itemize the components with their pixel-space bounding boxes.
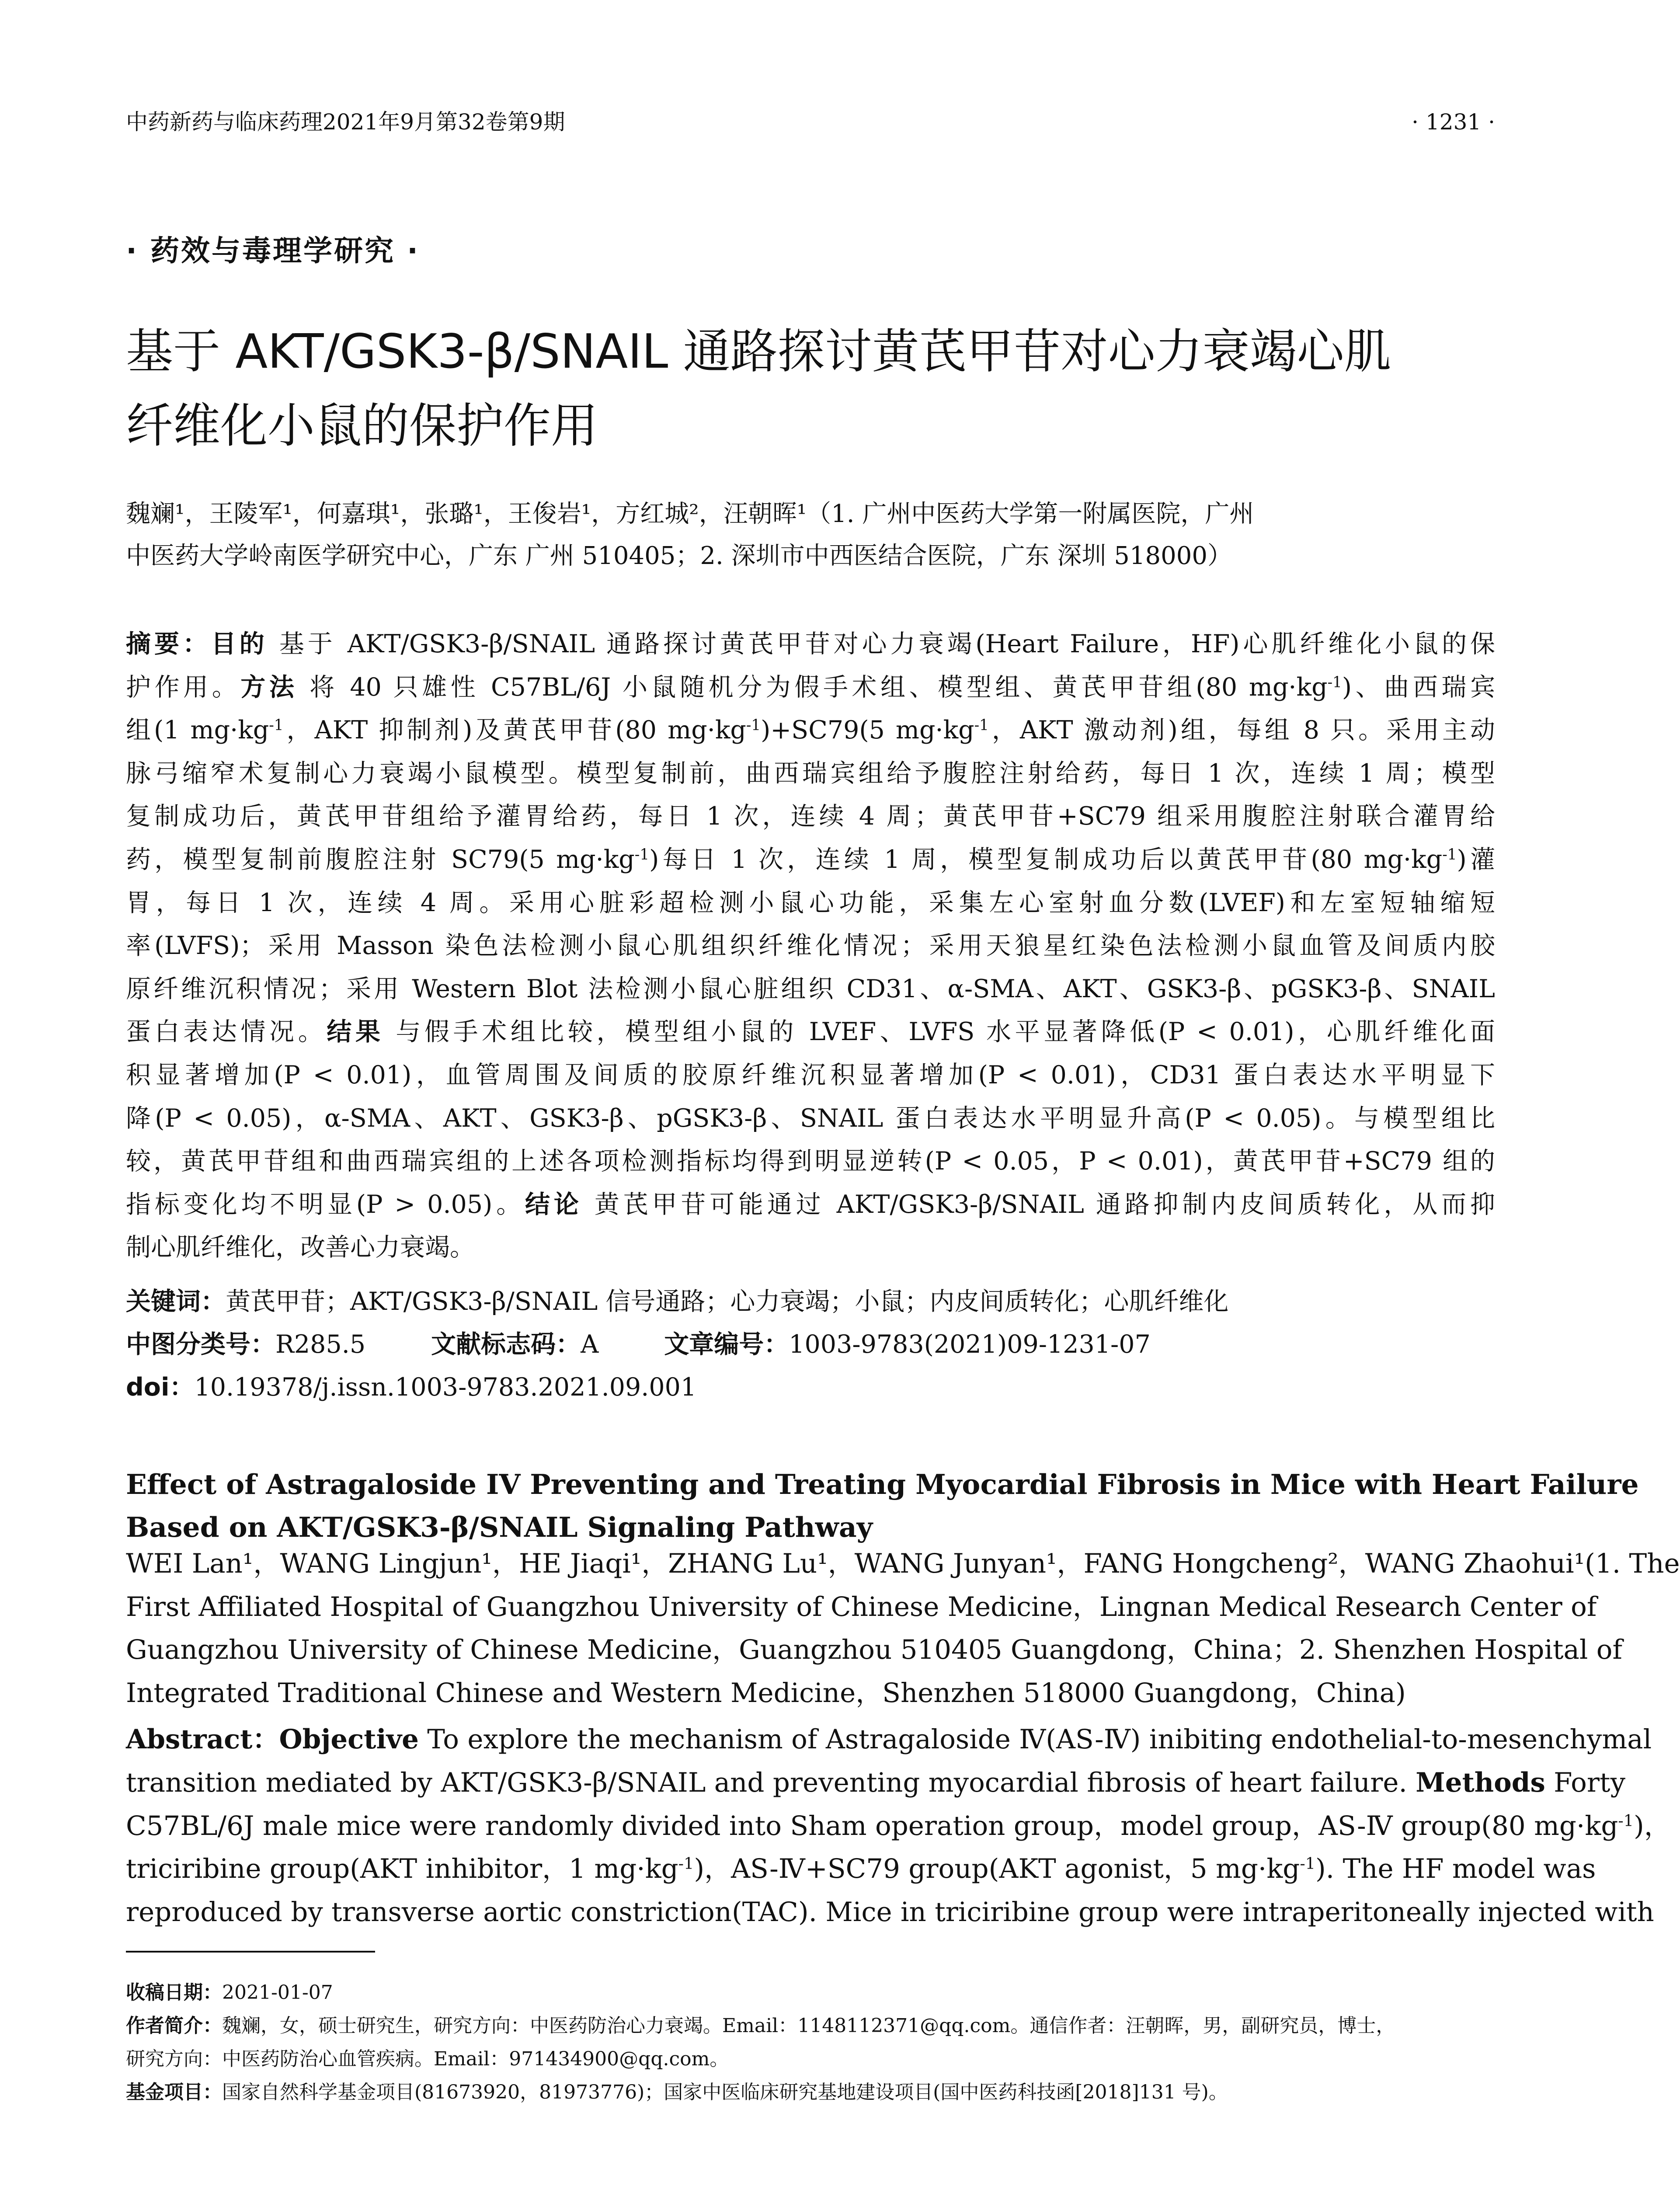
- conclusion-label: 结论: [525, 1190, 583, 1219]
- abstract-text: 黄芪甲苷可能通过 AKT/GSK3-β/SNAIL 通路抑制内皮间质转化，从而抑: [582, 1190, 1495, 1219]
- title-cn: [126, 315, 1499, 463]
- abstract-en-text: triciribine group(AKT inhibitor，1 mg·kg: [126, 1853, 678, 1885]
- authors-cn: [126, 493, 1499, 577]
- article-no-label: 文章编号：: [664, 1330, 789, 1359]
- abstract-text: 将 40 只雄性 C57BL/6J 小鼠随机分为假手术组、模型组、黄芪甲苷组(80 mg·kg: [298, 672, 1328, 702]
- abstract-en-line: [126, 1718, 1652, 1761]
- author-info-line: 研究方向：中医药防治心血管疾病。Email：971434900@qq.com。: [126, 2048, 729, 2070]
- methods-label: 方法: [240, 672, 298, 702]
- fund-text: 国家自然科学基金项目(81673920，81973776)；国家中医临床研究基地建设项目(国中医药科技函[2018]131 号)。: [222, 2081, 1228, 2103]
- abstract-cn-line: [126, 709, 1495, 752]
- keywords-text: 黄芪甲苷；AKT/GSK3-β/SNAIL 信号通路；心力衰竭；小鼠；内皮间质转化；心肌纤维化: [226, 1287, 1229, 1316]
- author-info-line: [126, 2009, 1495, 2043]
- abstract-text: ，AKT 激动剂)组，每组 8 只。采用主动: [988, 716, 1495, 745]
- abstract-cn-line: 复制成功后，黄芪甲苷组给予灌胃给药，每日 1 次，连续 4 周；黄芪甲苷+SC79 组采用腹腔注射联合灌胃给: [126, 802, 1495, 831]
- methods-en-label: Methods: [1416, 1767, 1545, 1798]
- abstract-cn-line: 率(LVFS)；采用 Masson 染色法检测小鼠心肌组织纤维化情况；采用天狼星红染色法检测小鼠血管及间质内胶: [126, 931, 1495, 961]
- article-no-value: 1003-9783(2021)09-1231-07: [789, 1330, 1151, 1359]
- abstract-text: )+SC79(5 mg·kg: [761, 716, 974, 745]
- abstract-en-text: Forty: [1545, 1767, 1626, 1798]
- footnotes: [126, 1976, 1495, 2109]
- fund-label: 基金项目：: [126, 2081, 222, 2103]
- abstract-cn: [126, 623, 1495, 1269]
- journal-name: 中药新药与临床药理2021年9月第32卷第9期: [126, 109, 565, 135]
- superscript: -1: [1327, 673, 1342, 691]
- authors-en-line: WEI Lan¹，WANG Lingjun¹，HE Jiaqi¹，ZHANG Lu¹，WANG Junyan¹，FANG Hongcheng²，WANG Zhaohui¹(1. The: [126, 1548, 1680, 1579]
- abstract-en-line: [126, 1805, 1671, 1848]
- page-number: · 1231 ·: [1412, 109, 1495, 135]
- keywords-line: [126, 1280, 1495, 1323]
- title-en: [126, 1463, 1639, 1549]
- doc-code-label: 文献标志码：: [431, 1330, 581, 1359]
- abstract-text: )、曲西瑞宾: [1342, 672, 1495, 702]
- authors-cn-line: 中医药大学岭南医学研究中心，广东 广州 510405；2. 深圳市中西医结合医院，广东 深圳 518000）: [126, 542, 1232, 570]
- abstract-text: 基于 AKT/GSK3-β/SNAIL 通路探讨黄芪甲苷对心力衰竭(Heart Failure，HF)心肌纤维化小鼠的保: [268, 630, 1496, 658]
- abstract-cn-line: 原纤维沉积情况；采用 Western Blot 法检测小鼠心脏组织 CD31、α-SMA、AKT、GSK3-β、pGSK3-β、SNAIL: [126, 974, 1495, 1003]
- objective-en-label: Objective: [279, 1724, 419, 1755]
- objective-label: 目的: [211, 630, 268, 658]
- abstract-cn-line: [126, 1010, 1495, 1054]
- superscript: -1: [1300, 1854, 1315, 1873]
- received-label: 收稿日期：: [126, 1981, 222, 2004]
- abstract-text: 指标变化均不明显(P > 0.05)。: [126, 1190, 525, 1219]
- abstract-en-text: ). The HF model was: [1315, 1853, 1596, 1885]
- author-info-label: 作者简介：: [126, 2015, 222, 2037]
- abstract-text: 与假手术组比较，模型组小鼠的 LVEF、LVFS 水平显著降低(P < 0.01)，心肌纤维化面: [384, 1017, 1496, 1047]
- superscript: -1: [1618, 1811, 1634, 1830]
- superscript: -1: [746, 717, 761, 734]
- authors-en-line: Guangzhou University of Chinese Medicine，Guangzhou 510405 Guangdong，China；2. Shenzhen Hospital of: [126, 1634, 1623, 1666]
- abstract-text: )灌: [1457, 845, 1495, 874]
- abstract-en-text: C57BL/6J male mice were randomly divided into Sham operation group，model group，AS-Ⅳ group(80 mg·kg: [126, 1810, 1618, 1841]
- keywords-block: [126, 1280, 1495, 1409]
- received-line: [126, 1976, 1495, 2009]
- results-label: 结果: [327, 1017, 384, 1047]
- superscript: -1: [678, 1854, 694, 1873]
- doc-code-value: A: [581, 1330, 599, 1359]
- footnote-rule: [126, 1951, 375, 1953]
- abstract-text: )每日 1 次，连续 1 周，模型复制成功后以黄芪甲苷(80 mg·kg: [649, 845, 1443, 874]
- keywords-label: 关键词：: [126, 1287, 226, 1316]
- abstract-text: 蛋白表达情况。: [126, 1017, 327, 1047]
- abstract-en-line: reproduced by transverse aortic constriction(TAC). Mice in triciribine group were intraperitoneally injected with: [126, 1896, 1654, 1928]
- authors-en-line: Integrated Traditional Chinese and Western Medicine，Shenzhen 518000 Guangdong，China): [126, 1677, 1406, 1709]
- abstract-cn-line: [126, 666, 1495, 709]
- abstract-en-line: [126, 1848, 1596, 1891]
- title-cn-line: 基于 AKT/GSK3-β/SNAIL 通路探讨黄芪甲苷对心力衰竭心肌: [126, 324, 1391, 379]
- title-cn-line: 纤维化小鼠的保护作用: [126, 399, 598, 453]
- column-label: · 药效与毒理学研究 ·: [126, 234, 420, 268]
- abstract-en-text: transition mediated by AKT/GSK3-β/SNAIL and preventing myocardial fibrosis of heart failure.: [126, 1767, 1407, 1798]
- abstract-text: ，AKT 抑制剂)及黄芪甲苷(80 mg·kg: [283, 716, 746, 745]
- classification-line: [126, 1323, 1495, 1366]
- authors-en-line: First Affiliated Hospital of Guangzhou University of Chinese Medicine，Lingnan Medical Research Center of: [126, 1591, 1597, 1622]
- fund-line: [126, 2076, 1495, 2109]
- abstract-cn-line: 降(P < 0.05)，α-SMA、AKT、GSK3-β、pGSK3-β、SNAIL 蛋白表达水平明显升高(P < 0.05)。与模型组比: [126, 1103, 1495, 1133]
- abstract-cn-line: [126, 1183, 1495, 1226]
- clc-value: R285.5: [275, 1330, 366, 1359]
- title-en-line: Based on AKT/GSK3-β/SNAIL Signaling Pathway: [126, 1511, 873, 1543]
- authors-cn-line: 魏斓¹，王陵军¹，何嘉琪¹，张璐¹，王俊岩¹，方红城²，汪朝晖¹（1. 广州中医药大学第一附属医院，广州: [126, 500, 1254, 528]
- superscript: -1: [1442, 846, 1457, 864]
- abstract-cn-line: 积显著增加(P < 0.01)，血管周围及间质的胶原纤维沉积显著增加(P < 0.01)，CD31 蛋白表达水平明显下: [126, 1060, 1495, 1090]
- superscript: -1: [634, 846, 650, 864]
- english-front-matter: [126, 1542, 1680, 1934]
- doi-label: doi：: [126, 1373, 195, 1402]
- doi-line: [126, 1366, 1495, 1409]
- title-en-line: Effect of Astragaloside IV Preventing and Treating Myocardial Fibrosis in Mice with Heart Failure: [126, 1468, 1639, 1500]
- abstract-text: 组(1 mg·kg: [126, 716, 269, 745]
- clc-label: 中图分类号：: [126, 1330, 275, 1359]
- running-head: [126, 107, 1495, 137]
- abstract-cn-line: 脉弓缩窄术复制心力衰竭小鼠模型。模型复制前，曲西瑞宾组给予腹腔注射给药，每日 1 次，连续 1 周；模型: [126, 759, 1495, 788]
- superscript: -1: [974, 717, 989, 734]
- abstract-cn-line: 制心肌纤维化，改善心力衰竭。: [126, 1233, 475, 1262]
- abstract-text: 护作用。: [126, 672, 241, 702]
- abstract-label: 摘要：: [126, 630, 211, 658]
- abstract-cn-line: [126, 838, 1495, 881]
- abstract-cn-line: 胃，每日 1 次，连续 4 周。采用心脏彩超检测小鼠心功能，采集左心室射血分数(LVEF)和左室短轴缩短: [126, 888, 1495, 917]
- author-info-text: 魏斓，女，硕士研究生，研究方向：中医药防治心力衰竭。Email：1148112371@qq.com。通信作者：汪朝晖，男，副研究员，博士，: [222, 2015, 1395, 2037]
- abstract-en-label: Abstract：: [126, 1724, 279, 1755]
- abstract-text: 药，模型复制前腹腔注射 SC79(5 mg·kg: [126, 845, 635, 874]
- abstract-cn-line: 较，黄芪甲苷组和曲西瑞宾组的上述各项检测指标均得到明显逆转(P < 0.05，P < 0.01)，黄芪甲苷+SC79 组的: [126, 1147, 1495, 1176]
- abstract-en-text: To explore the mechanism of Astragaloside Ⅳ(AS-Ⅳ) inibiting endothelial-to-mesenchymal: [418, 1724, 1652, 1755]
- received-date: 2021-01-07: [222, 1981, 333, 2004]
- abstract-cn-line: [126, 623, 1495, 666]
- abstract-en-text: )，: [1634, 1810, 1671, 1841]
- abstract-en-line: [126, 1761, 1626, 1805]
- superscript: -1: [269, 717, 284, 734]
- doi-value: 10.19378/j.issn.1003-9783.2021.09.001: [194, 1373, 697, 1402]
- abstract-en-text: )，AS-Ⅳ+SC79 group(AKT agonist，5 mg·kg: [694, 1853, 1300, 1885]
